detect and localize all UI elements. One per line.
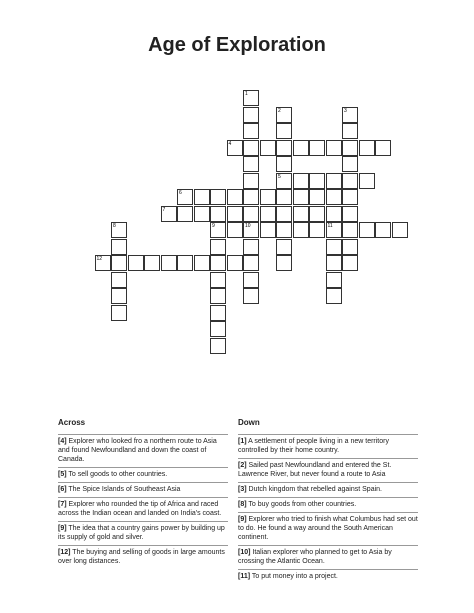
grid-cell[interactable] bbox=[243, 107, 259, 123]
across-clue-list bbox=[58, 434, 228, 566]
grid-cell[interactable] bbox=[326, 288, 342, 304]
clue-item bbox=[238, 545, 418, 566]
clue-label: [1] bbox=[238, 438, 247, 445]
clue-number: 2 bbox=[278, 107, 281, 114]
grid-cell[interactable] bbox=[161, 255, 177, 271]
grid-cell[interactable] bbox=[326, 255, 342, 271]
down-clue-list bbox=[238, 434, 418, 581]
grid-cell[interactable] bbox=[210, 189, 226, 205]
grid-cell[interactable] bbox=[210, 338, 226, 354]
clue-text: Explorer who looked fro a northern route to Asia and found Newfoundland and down the coast of Canada. bbox=[58, 438, 217, 463]
grid-cell[interactable] bbox=[342, 173, 358, 189]
clue-label: [6] bbox=[58, 486, 67, 493]
grid-cell[interactable] bbox=[243, 173, 259, 189]
across-heading: Across bbox=[58, 418, 86, 427]
grid-cell[interactable] bbox=[342, 222, 358, 238]
grid-cell[interactable] bbox=[227, 255, 243, 271]
down-heading: Down bbox=[238, 418, 260, 427]
clue-label: [9] bbox=[58, 525, 67, 532]
clue-item bbox=[58, 545, 228, 566]
grid-cell[interactable] bbox=[227, 206, 243, 222]
clue-text: The Spice Islands of Southeast Asia bbox=[66, 486, 181, 493]
clue-text: Italian explorer who planned to get to Asia by crossing the Atlantic Ocean. bbox=[238, 549, 392, 565]
clue-text: To put money into a project. bbox=[250, 573, 338, 580]
across-clues bbox=[58, 418, 228, 569]
clue-item bbox=[58, 521, 228, 542]
clue-text: A settlement of people living in a new territory controlled by their home country. bbox=[238, 438, 389, 454]
grid-cell[interactable] bbox=[326, 173, 342, 189]
grid-cell[interactable] bbox=[194, 189, 210, 205]
clue-text: To buy goods from other countries. bbox=[246, 501, 357, 508]
grid-cell[interactable] bbox=[293, 189, 309, 205]
clue-label: [4] bbox=[58, 438, 67, 445]
clue-item bbox=[58, 482, 228, 494]
grid-cell[interactable] bbox=[359, 222, 375, 238]
grid-cell[interactable] bbox=[309, 173, 325, 189]
grid-cell[interactable] bbox=[243, 123, 259, 139]
clue-number: 5 bbox=[278, 173, 281, 180]
grid-cell[interactable] bbox=[293, 206, 309, 222]
clue-text: To sell goods to other countries. bbox=[66, 471, 168, 478]
grid-cell[interactable] bbox=[243, 156, 259, 172]
grid-cell[interactable] bbox=[243, 206, 259, 222]
clue-number: 3 bbox=[344, 107, 347, 114]
clue-label: [11] bbox=[238, 573, 251, 580]
grid-cell[interactable] bbox=[260, 206, 276, 222]
clue-item bbox=[58, 434, 228, 464]
clue-item bbox=[238, 434, 418, 455]
clue-number: 8 bbox=[113, 223, 116, 229]
grid-cell[interactable] bbox=[243, 239, 259, 255]
grid-cell[interactable] bbox=[111, 305, 127, 321]
grid-cell[interactable] bbox=[359, 173, 375, 189]
grid-cell[interactable] bbox=[342, 140, 358, 156]
grid-cell[interactable] bbox=[309, 140, 325, 156]
grid-cell[interactable] bbox=[342, 156, 358, 172]
clue-number: 10 bbox=[245, 223, 251, 229]
grid-cell[interactable] bbox=[276, 222, 292, 238]
grid-cell[interactable] bbox=[111, 239, 127, 255]
grid-cell[interactable] bbox=[359, 140, 375, 156]
clue-label: [3] bbox=[238, 486, 247, 493]
grid-cell[interactable] bbox=[293, 222, 309, 238]
grid-cell[interactable] bbox=[194, 206, 210, 222]
grid-cell[interactable] bbox=[309, 222, 325, 238]
grid-cell[interactable] bbox=[243, 272, 259, 288]
clue-label: [10] bbox=[238, 549, 251, 556]
clue-text: The idea that a country gains power by building up its supply of gold and silver. bbox=[58, 525, 225, 541]
clue-item bbox=[238, 512, 418, 542]
grid-cell[interactable] bbox=[392, 222, 408, 238]
clue-text: Sailed past Newfoundland and entered the St. Lawrence River, but never found a route to Asia bbox=[238, 462, 392, 478]
grid-cell[interactable] bbox=[177, 206, 193, 222]
clue-item bbox=[238, 569, 418, 581]
grid-cell[interactable] bbox=[276, 156, 292, 172]
grid-cell[interactable] bbox=[326, 189, 342, 205]
clue-item bbox=[58, 467, 228, 479]
grid-cell[interactable] bbox=[375, 140, 391, 156]
grid-cell[interactable] bbox=[111, 255, 127, 271]
grid-cell[interactable] bbox=[326, 140, 342, 156]
grid-cell[interactable] bbox=[260, 189, 276, 205]
page-title: Age of Exploration bbox=[148, 34, 326, 56]
grid-cell[interactable] bbox=[210, 288, 226, 304]
clue-text: The buying and selling of goods in large amounts over long distances. bbox=[58, 549, 225, 565]
grid-cell[interactable] bbox=[260, 140, 276, 156]
clue-text: Explorer who tried to finish what Columbus had set out to do. He found a way around the South American continent. bbox=[238, 516, 418, 541]
clue-label: [5] bbox=[58, 471, 67, 478]
grid-cell[interactable] bbox=[309, 189, 325, 205]
clue-number: 6 bbox=[179, 190, 182, 196]
grid-cell[interactable] bbox=[342, 239, 358, 255]
grid-cell[interactable] bbox=[210, 239, 226, 255]
grid-cell[interactable] bbox=[177, 255, 193, 271]
grid-cell[interactable] bbox=[194, 255, 210, 271]
grid-cell[interactable] bbox=[227, 222, 243, 238]
clue-number: 12 bbox=[96, 256, 103, 262]
clue-label: [9] bbox=[238, 516, 247, 523]
grid-cell[interactable] bbox=[111, 288, 127, 304]
grid-cell[interactable] bbox=[293, 173, 309, 189]
grid-cell[interactable] bbox=[326, 239, 342, 255]
clue-label: [2] bbox=[238, 462, 247, 469]
grid-cell[interactable] bbox=[342, 123, 358, 139]
clue-label: [8] bbox=[238, 501, 247, 508]
clue-item bbox=[238, 482, 418, 494]
grid-cell[interactable] bbox=[342, 189, 358, 205]
grid-cell[interactable] bbox=[227, 189, 243, 205]
clue-text: Explorer who rounded the tip of Africa and raced across the Indian ocean and landed on India's coast. bbox=[58, 501, 222, 517]
grid-cell[interactable] bbox=[243, 140, 259, 156]
grid-cell[interactable] bbox=[276, 123, 292, 139]
clue-label: [7] bbox=[58, 501, 67, 508]
grid-cell[interactable] bbox=[243, 288, 259, 304]
grid-cell[interactable] bbox=[210, 272, 226, 288]
grid-cell[interactable] bbox=[243, 189, 259, 205]
grid-cell[interactable] bbox=[342, 255, 358, 271]
clue-number: 11 bbox=[327, 223, 333, 229]
clue-number: 1 bbox=[245, 91, 248, 97]
grid-cell[interactable] bbox=[128, 255, 144, 271]
clue-text: Dutch kingdom that rebelled against Spain. bbox=[246, 486, 382, 493]
grid-cell[interactable] bbox=[276, 140, 292, 156]
grid-cell[interactable] bbox=[276, 255, 292, 271]
grid-cell[interactable] bbox=[326, 206, 342, 222]
grid-cell[interactable] bbox=[210, 255, 226, 271]
clue-label: [12] bbox=[58, 549, 71, 556]
grid-cell[interactable] bbox=[260, 222, 276, 238]
grid-cell[interactable] bbox=[276, 239, 292, 255]
clue-number: 7 bbox=[162, 206, 166, 213]
grid-cell[interactable] bbox=[276, 206, 292, 222]
grid-cell[interactable] bbox=[210, 206, 226, 222]
grid-cell[interactable] bbox=[210, 321, 226, 337]
grid-cell[interactable] bbox=[243, 255, 259, 271]
grid-cell[interactable] bbox=[144, 255, 160, 271]
clue-number: 4 bbox=[228, 140, 232, 147]
clue-item bbox=[58, 497, 228, 518]
grid-cell[interactable] bbox=[293, 140, 309, 156]
clue-number: 9 bbox=[212, 223, 215, 229]
down-clues bbox=[238, 418, 418, 584]
grid-cell[interactable] bbox=[326, 272, 342, 288]
grid-cell[interactable] bbox=[276, 189, 292, 205]
grid-cell[interactable] bbox=[375, 222, 391, 238]
grid-cell[interactable] bbox=[342, 206, 358, 222]
grid-cell[interactable] bbox=[309, 206, 325, 222]
grid-cell[interactable] bbox=[111, 272, 127, 288]
clue-item bbox=[238, 458, 418, 479]
clue-item bbox=[238, 497, 418, 509]
grid-cell[interactable] bbox=[210, 305, 226, 321]
